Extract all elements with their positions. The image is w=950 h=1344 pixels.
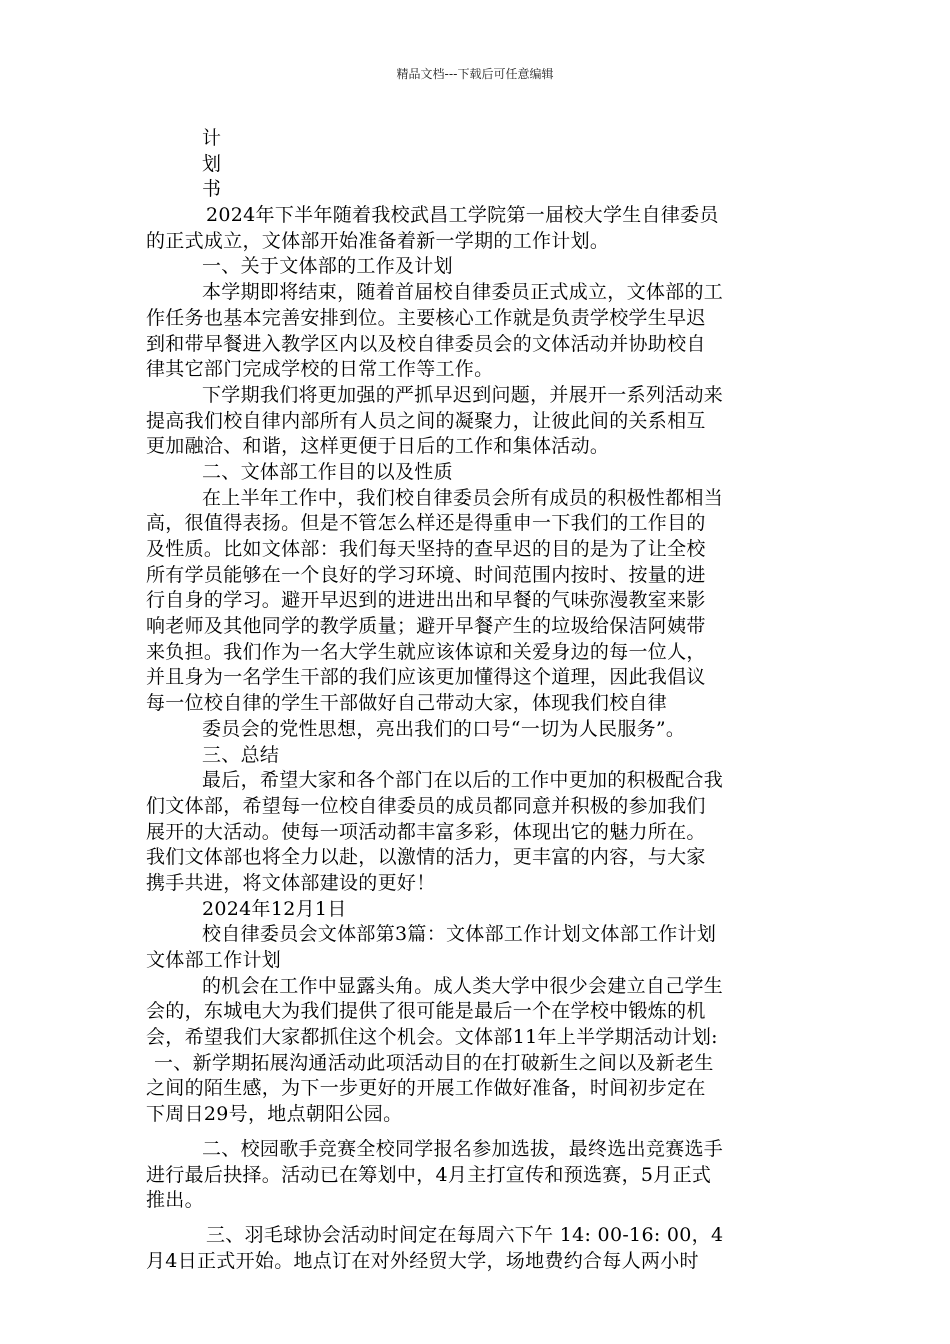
text-line: 作任务也基本完善安排到位。主要核心工作就是负责学校学生早迟 <box>146 306 706 329</box>
document-body <box>146 126 810 1274</box>
text-line: 划 <box>202 152 222 175</box>
text-line: 二、文体部工作目的以及性质 <box>202 460 453 483</box>
text-line: 三、羽毛球协会活动时间定在每周六下午 14: 00-16: 00，4 <box>206 1223 724 1246</box>
text-line: 响老师及其他同学的教学质量；避开早餐产生的垃圾给保洁阿姨带 <box>146 615 706 638</box>
text-line: 委员会的党性思想，亮出我们的口号“一切为人民服务”。 <box>202 717 686 740</box>
text-line: 下学期我们将更加强的严抓早迟到问题，并展开一系列活动来 <box>202 383 724 406</box>
text-line: 推出。 <box>146 1189 204 1212</box>
text-line: 二、校园歌手竞赛全校同学报名参加选拔，最终选出竞赛选手 <box>202 1137 724 1160</box>
text-line: 我们文体部也将全力以赴，以激情的活力，更丰富的内容，与大家 <box>146 846 706 869</box>
text-line: 会，希望我们大家都抓住这个机会。文体部11年上半学期活动计划: <box>146 1026 718 1049</box>
text-line: 一、新学期拓展沟通活动此项活动目的在打破新生之间以及新老生 <box>154 1051 714 1074</box>
text-line: 本学期即将结束，随着首届校自律委员正式成立，文体部的工 <box>202 281 724 304</box>
text-line: 并且身为一名学生干部的我们应该更加懂得这个道理，因此我倡议 <box>146 666 706 689</box>
text-line: 更加融洽、和谐，这样更便于日后的工作和集体活动。 <box>146 435 610 458</box>
text-line: 携手共进，将文体部建设的更好！ <box>146 871 436 894</box>
text-line: 会的，东城电大为我们提供了很可能是最后一个在学校中锻炼的机 <box>146 1000 706 1023</box>
text-line: 来负担。我们作为一名大学生就应该体谅和关爱身边的每一位人， <box>146 640 706 663</box>
text-line: 月4日正式开始。地点订在对外经贸大学，场地费约合每人两小时 <box>146 1249 699 1272</box>
text-line: 的机会在工作中显露头角。成人类大学中很少会建立自己学生 <box>202 974 724 997</box>
text-line: 2024年下半年随着我校武昌工学院第一届校大学生自律委员 <box>206 204 719 227</box>
text-line: 在上半年工作中，我们校自律委员会所有成员的积极性都相当 <box>202 486 724 509</box>
text-line: 一、关于文体部的工作及计划 <box>202 255 453 278</box>
text-line: 最后，希望大家和各个部门在以后的工作中更加的积极配合我 <box>202 769 724 792</box>
text-line: 2024年12月1日 <box>202 897 347 920</box>
text-line: 之间的陌生感，为下一步更好的开展工作做好准备，时间初步定在 <box>146 1077 706 1100</box>
text-line: 及性质。比如文体部：我们每天坚持的查早迟的目的是为了让全校 <box>146 538 706 560</box>
text-line: 所有学员能够在一个良好的学习环境、时间范围内按时、按量的进 <box>146 563 706 586</box>
text-line: 计 <box>202 127 222 149</box>
text-line: 三、总结 <box>202 743 280 766</box>
text-line: 律其它部门完成学校的日常工作等工作。 <box>146 358 494 381</box>
text-line: 到和带早餐进入教学区内以及校自律委员会的文体活动并协助校自 <box>146 332 706 355</box>
text-line: 展开的大活动。使每一项活动都丰富多彩，体现出它的魅力所在。 <box>146 820 706 843</box>
text-line: 每一位校自律的学生干部做好自己带动大家，体现我们校自律 <box>146 692 668 715</box>
text-line: 书 <box>202 178 222 201</box>
text-line: 校自律委员会文体部第3篇：文体部工作计划文体部工作计划 <box>202 923 717 946</box>
text-line: 高，很值得表扬。但是不管怎么样还是得重申一下我们的工作目的 <box>146 512 706 535</box>
text-line: 提高我们校自律内部所有人员之间的凝聚力，让彼此间的关系相互 <box>146 409 706 432</box>
text-line: 进行最后抉择。活动已在筹划中，4月主打宣传和预选赛，5月正式 <box>146 1163 712 1186</box>
text-line: 行自身的学习。避开早迟到的进进出出和早餐的气味弥漫教室来影 <box>146 589 706 612</box>
page-header: 精品文档---下载后可任意编辑 <box>396 67 554 81</box>
text-line: 下周日29号，地点朝阳公园。 <box>146 1103 403 1126</box>
text-line: 们文体部，希望每一位校自律委员的成员都同意并积极的参加我们 <box>146 794 706 817</box>
text-line: 的正式成立，文体部开始准备着新一学期的工作计划。 <box>146 229 610 252</box>
text-line: 文体部工作计划 <box>146 949 282 971</box>
